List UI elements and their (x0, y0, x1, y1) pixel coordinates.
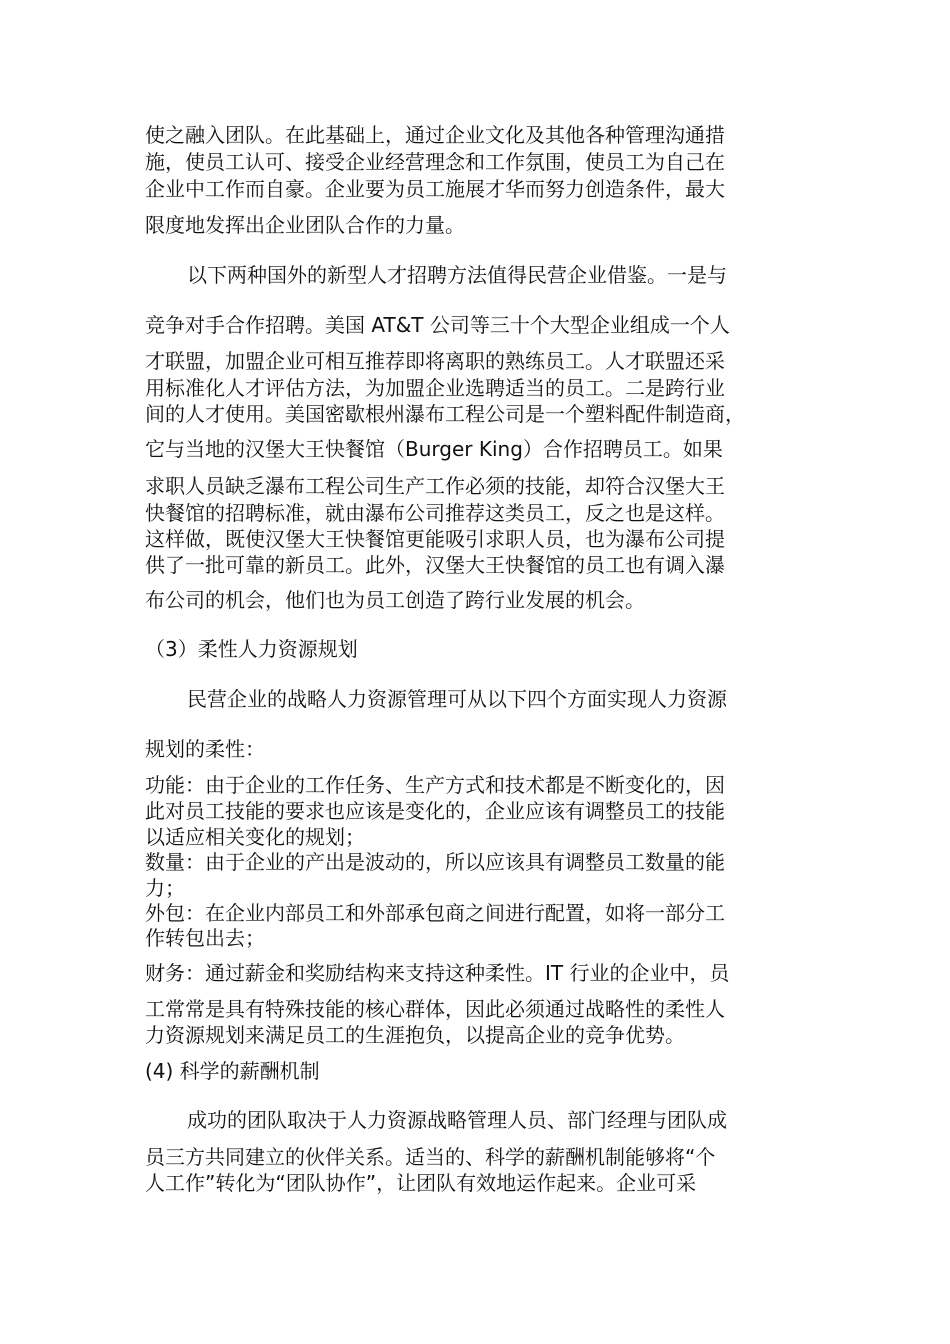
section-heading: (4) 科学的薪酬机制 (145, 1059, 320, 1083)
text-line: 作转包出去； (145, 926, 265, 950)
list-item-function: 功能：由于企业的工作任务、生产方式和技术都是不断变化的，因 (145, 773, 725, 797)
text-line: 它与当地的汉堡大王快餐馆（Burger King）合作招聘员工。如果 (145, 437, 723, 461)
text-line: 员三方共同建立的伙伴关系。适当的、科学的薪酬机制能够将“个 (145, 1145, 716, 1169)
text-line: 用标准化人才评估方法，为加盟企业选聘适当的员工。二是跨行业 (145, 376, 725, 400)
text-line: 限度地发挥出企业团队合作的力量。 (145, 213, 465, 237)
text-line: 力资源规划来满足员工的生涯抱负，以提高企业的竞争优势。 (145, 1023, 685, 1047)
paragraph-first-line: 成功的团队取决于人力资源战略管理人员、部门经理与团队成 (187, 1108, 727, 1132)
text-line: 企业中工作而自豪。企业要为员工施展才华而努力创造条件，最大 (145, 177, 725, 201)
text-line: 规划的柔性： (145, 737, 265, 761)
paragraph-first-line: 以下两种国外的新型人才招聘方法值得民营企业借鉴。一是与 (187, 263, 727, 287)
list-item-quantity: 数量：由于企业的产出是波动的，所以应该具有调整员工数量的能 (145, 850, 725, 874)
text-line: 布公司的机会，他们也为员工创造了跨行业发展的机会。 (145, 588, 645, 612)
text-line: 施，使员工认可、接受企业经营理念和工作氛围，使员工为自己在 (145, 150, 725, 174)
list-item-finance: 财务：通过薪金和奖励结构来支持这种柔性。IT 行业的企业中，员 (145, 961, 730, 985)
text-line: 竞争对手合作招聘。美国 AT&T 公司等三十个大型企业组成一个人 (145, 313, 730, 337)
paragraph-first-line: 民营企业的战略人力资源管理可从以下四个方面实现人力资源 (187, 687, 727, 711)
text-line: 人工作”转化为“团队协作”，让团队有效地运作起来。企业可采 (145, 1171, 697, 1195)
text-line: 这样做，既使汉堡大王快餐馆更能吸引求职人员，也为瀑布公司提 (145, 527, 725, 551)
list-item-outsourcing: 外包：在企业内部员工和外部承包商之间进行配置，如将一部分工 (145, 901, 725, 925)
text-line: 才联盟，加盟企业可相互推荐即将离职的熟练员工。人才联盟还采 (145, 349, 725, 373)
text-line: 供了一批可靠的新员工。此外，汉堡大王快餐馆的员工也有调入瀑 (145, 553, 725, 577)
text-line: 以适应相关变化的规划； (145, 825, 365, 849)
text-line: 使之融入团队。在此基础上，通过企业文化及其他各种管理沟通措 (145, 123, 725, 147)
text-line: 求职人员缺乏瀑布工程公司生产工作必须的技能，却符合汉堡大王 (145, 474, 725, 498)
text-line: 工常常是具有特殊技能的核心群体，因此必须通过战略性的柔性人 (145, 997, 725, 1021)
text-line: 此对员工技能的要求也应该是变化的，企业应该有调整员工的技能 (145, 799, 725, 823)
text-line: 力； (145, 876, 185, 900)
text-line: 快餐馆的招聘标准，就由瀑布公司推荐这类员工，反之也是这样。 (145, 501, 725, 525)
text-line: 间的人才使用。美国密歇根州瀑布工程公司是一个塑料配件制造商， (145, 402, 745, 426)
section-heading: （3）柔性人力资源规划 (145, 637, 358, 661)
